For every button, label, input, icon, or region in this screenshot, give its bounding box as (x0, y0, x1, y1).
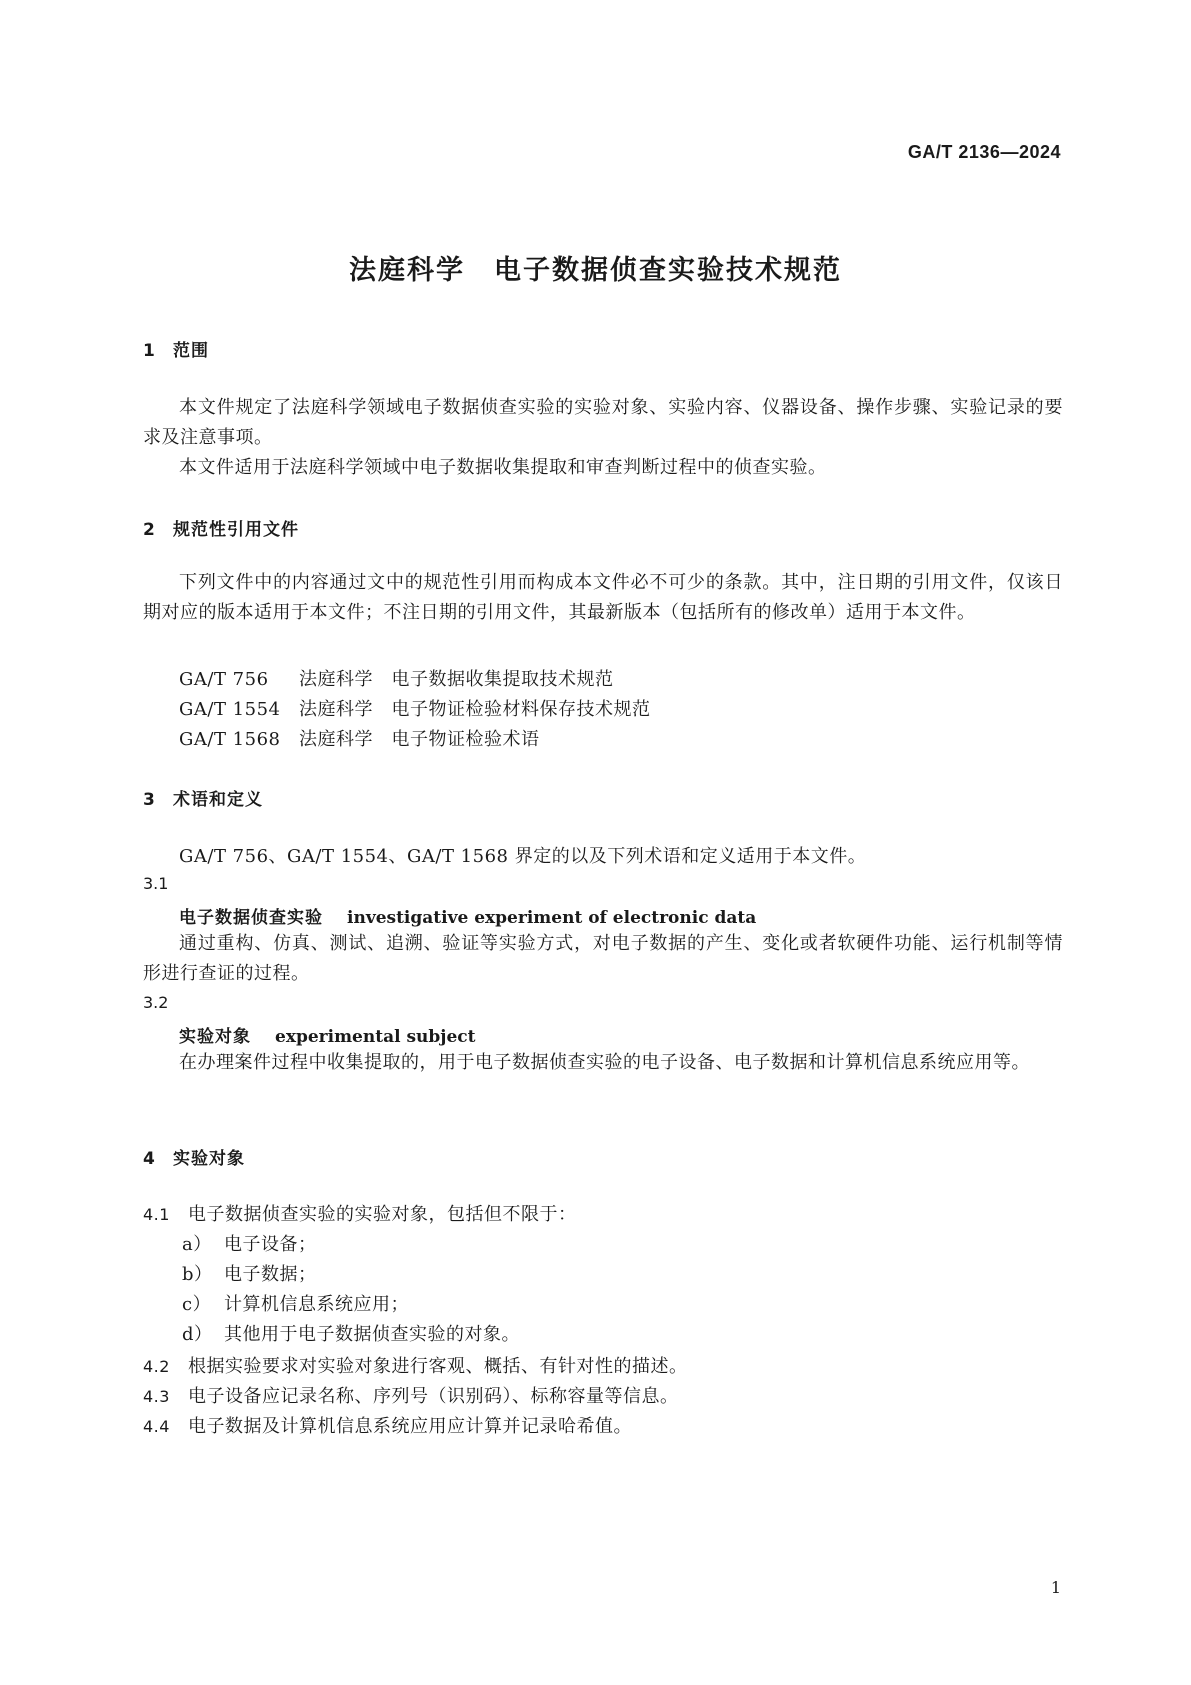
list-item-marker: b） (182, 1264, 213, 1285)
section-1-heading (143, 336, 209, 361)
term-definition: 在办理案件过程中收集提取的，用于电子数据侦查实验的电子设备、电子数据和计算机信息系统应用等。 (179, 1052, 1030, 1073)
list-item-marker: a） (182, 1234, 212, 1255)
section-4-heading (143, 1144, 245, 1169)
clause-text: 电子数据及计算机信息系统应用应计算并记录哈希值。 (188, 1416, 632, 1437)
section-1-number: 1 (143, 341, 156, 361)
section-2-heading (143, 515, 299, 540)
term-chinese: 电子数据侦查实验 (179, 908, 323, 928)
normative-reference (179, 665, 614, 691)
list-item (182, 1260, 317, 1286)
list-item-marker: d） (182, 1324, 213, 1345)
clause (143, 1352, 688, 1378)
section-3-number: 3 (143, 790, 156, 810)
reference-code: GA/T 1554 (179, 699, 281, 720)
normative-reference (179, 695, 651, 721)
section-2-number: 2 (143, 520, 156, 540)
term-number: 3.1 (143, 874, 169, 893)
clause-text: 电子设备应记录名称、序列号（识别码）、标称容量等信息。 (188, 1386, 679, 1407)
list-item (182, 1230, 317, 1256)
reference-code: GA/T 1568 (179, 729, 281, 750)
section-1-paragraph-2: 本文件适用于法庭科学领域中电子数据收集提取和审查判断过程中的侦查实验。 (179, 457, 827, 478)
term-chinese: 实验对象 (179, 1027, 251, 1047)
reference-code: GA/T 756 (179, 669, 269, 690)
clause-number: 4.3 (143, 1387, 170, 1406)
list-item (182, 1320, 520, 1346)
section-3-intro: GA/T 756、GA/T 1554、GA/T 1568 界定的以及下列术语和定义适用于本文件。 (179, 846, 867, 867)
clause-text: 根据实验要求对实验对象进行客观、概括、有针对性的描述。 (188, 1356, 688, 1377)
term-english: experimental subject (275, 1027, 476, 1047)
list-item-text: 电子数据； (224, 1264, 317, 1285)
clause (143, 1412, 632, 1438)
section-4-number: 4 (143, 1149, 156, 1169)
clause (143, 1200, 577, 1226)
document-title: 法庭科学 电子数据侦查实验技术规范 (349, 255, 842, 286)
section-1-paragraph-1: 本文件规定了法庭科学领域电子数据侦查实验的实验对象、实验内容、仪器设备、操作步骤、实验记录的要求及注意事项。 (143, 397, 1063, 448)
section-4-title: 实验对象 (173, 1149, 245, 1169)
list-item-text: 电子设备； (224, 1234, 317, 1255)
section-3-heading (143, 785, 263, 810)
term-definition: 通过重构、仿真、测试、追溯、验证等实验方式，对电子数据的产生、变化或者软硬件功能、运行机制等情形进行查证的过程。 (143, 933, 1063, 984)
reference-title: 法庭科学 电子数据收集提取技术规范 (299, 669, 614, 690)
term-number: 3.2 (143, 993, 169, 1012)
normative-reference (179, 725, 540, 751)
section-3-title: 术语和定义 (173, 790, 263, 810)
clause-text: 电子数据侦查实验的实验对象，包括但不限于： (188, 1204, 577, 1225)
reference-title: 法庭科学 电子物证检验材料保存技术规范 (299, 699, 651, 720)
clause-number: 4.4 (143, 1417, 170, 1436)
section-1-title: 范围 (173, 341, 209, 361)
term-english: investigative experiment of electronic data (347, 908, 757, 928)
term-name (179, 1022, 475, 1047)
list-item (182, 1290, 409, 1316)
clause-number: 4.1 (143, 1205, 170, 1224)
reference-title: 法庭科学 电子物证检验术语 (299, 729, 540, 750)
page-number: 1 (1050, 1578, 1061, 1597)
section-2-title: 规范性引用文件 (173, 520, 299, 540)
term-name (179, 903, 756, 928)
list-item-text: 计算机信息系统应用； (224, 1294, 409, 1315)
list-item-marker: c） (182, 1294, 212, 1315)
clause (143, 1382, 679, 1408)
clause-number: 4.2 (143, 1357, 170, 1376)
document-code: GA/T 2136—2024 (907, 142, 1061, 162)
section-2-paragraph: 下列文件中的内容通过文中的规范性引用而构成本文件必不可少的条款。其中，注日期的引用文件，仅该日期对应的版本适用于本文件；不注日期的引用文件，其最新版本（包括所有的修改单）适用于本文件。 (143, 572, 1063, 623)
list-item-text: 其他用于电子数据侦查实验的对象。 (224, 1324, 520, 1345)
